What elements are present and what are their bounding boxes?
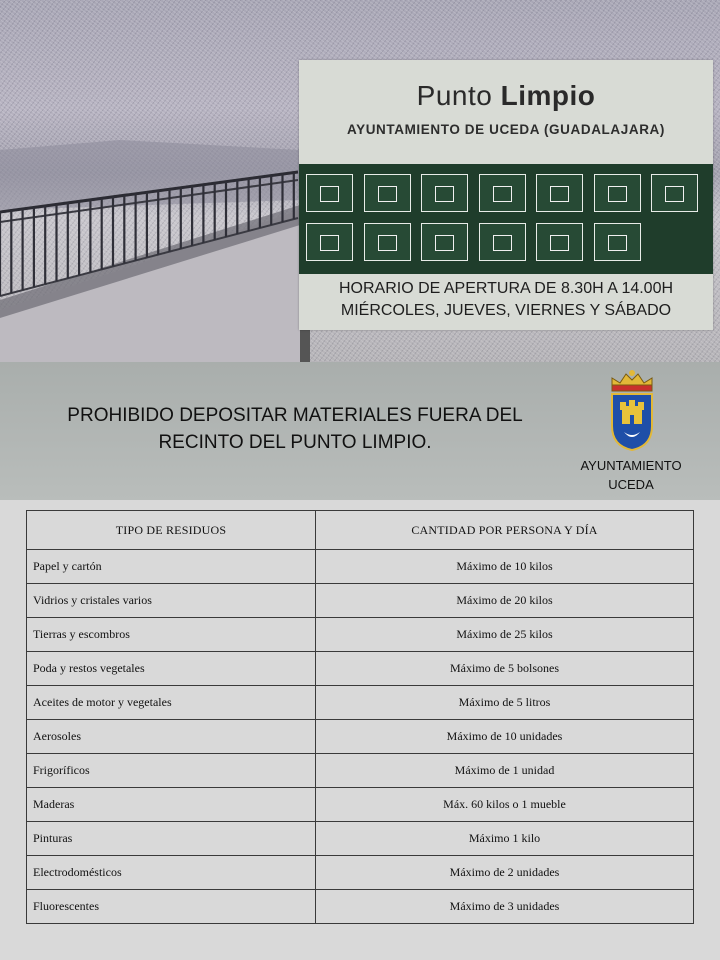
oil-icon <box>536 174 583 212</box>
waste-type-cell: Electrodomésticos <box>27 856 316 890</box>
waste-type-cell: Aerosoles <box>27 720 316 754</box>
waste-type-cell: Pinturas <box>27 822 316 856</box>
prohibition-notice <box>60 402 530 456</box>
photo-banner <box>0 0 720 362</box>
quantity-limit-cell: Máximo de 10 kilos <box>316 550 694 584</box>
other-icon-glyph <box>665 186 684 202</box>
header-quantity: CANTIDAD POR PERSONA Y DÍA <box>316 511 694 550</box>
appliance-icon <box>364 174 411 212</box>
table-row <box>27 686 694 720</box>
prohibition-line1: PROHIBIDO DEPOSITAR MATERIALES FUERA DEL <box>67 405 523 426</box>
quantity-limit-cell: Máximo 1 kilo <box>316 822 694 856</box>
tyres-icon-glyph <box>435 235 454 251</box>
glass-icon <box>364 223 411 261</box>
opening-hours <box>299 278 713 322</box>
waste-type-cell: Fluorescentes <box>27 890 316 924</box>
waste-type-cell: Poda y restos vegetales <box>27 652 316 686</box>
quantity-limit-cell: Máximo de 2 unidades <box>316 856 694 890</box>
waste-type-cell: Tierras y escombros <box>27 618 316 652</box>
table-row <box>27 856 694 890</box>
waste-limits-table <box>26 510 694 924</box>
table-row <box>27 754 694 788</box>
quantity-limit-cell: Máx. 60 kilos o 1 mueble <box>316 788 694 822</box>
uceda-coat-of-arms-icon <box>606 368 658 454</box>
electrical-devices-icon <box>594 223 641 261</box>
other-icon <box>651 174 698 212</box>
appliance-icon-glyph <box>378 186 397 202</box>
opening-hours-line1: HORARIO DE APERTURA DE 8.30H A 14.00H <box>338 280 674 297</box>
garden-waste-icon-glyph <box>435 186 454 202</box>
quantity-limit-cell: Máximo de 5 litros <box>316 686 694 720</box>
sign-title-regular: Punto <box>416 80 493 111</box>
table-row <box>27 550 694 584</box>
electronics-icon <box>479 174 526 212</box>
glass-icon-glyph <box>378 235 397 251</box>
table-row <box>27 618 694 652</box>
garden-waste-icon <box>421 174 468 212</box>
furniture-icon <box>306 174 353 212</box>
table-row <box>27 788 694 822</box>
film-icon-glyph <box>608 186 627 202</box>
waste-icon-panel <box>299 164 713 274</box>
crest-caption-line1: AYUNTAMIENTO <box>580 458 682 473</box>
table-row <box>27 890 694 924</box>
quantity-limit-cell: Máximo de 25 kilos <box>316 618 694 652</box>
quantity-limit-cell: Máximo de 3 unidades <box>316 890 694 924</box>
paper-icon-glyph <box>320 235 339 251</box>
opening-hours-line2: MIÉRCOLES, JUEVES, VIERNES Y SÁBADO <box>340 302 672 319</box>
paint-icon-glyph <box>493 235 512 251</box>
debris-icon <box>536 223 583 261</box>
quantity-limit-cell: Máximo de 10 unidades <box>316 720 694 754</box>
paper-icon <box>306 223 353 261</box>
quantity-limit-cell: Máximo de 5 bolsones <box>316 652 694 686</box>
header-waste-type: TIPO DE RESIDUOS <box>27 511 316 550</box>
table-row <box>27 720 694 754</box>
sign-title-bold: Limpio <box>500 80 596 111</box>
waste-type-cell: Vidrios y cristales varios <box>27 584 316 618</box>
film-icon <box>594 174 641 212</box>
punto-limpio-sign <box>299 60 713 330</box>
sign-title <box>299 80 713 112</box>
crest-caption <box>566 456 696 494</box>
table-row <box>27 822 694 856</box>
table-header-row <box>27 511 694 550</box>
quantity-limit-cell: Máximo de 1 unidad <box>316 754 694 788</box>
waste-type-cell: Frigoríficos <box>27 754 316 788</box>
prohibition-line2: RECINTO DEL PUNTO LIMPIO. <box>158 432 432 453</box>
paint-icon <box>479 223 526 261</box>
table-row <box>27 652 694 686</box>
tyres-icon <box>421 223 468 261</box>
quantity-limit-cell: Máximo de 20 kilos <box>316 584 694 618</box>
waste-type-cell: Aceites de motor y vegetales <box>27 686 316 720</box>
crest-caption-line2: UCEDA <box>608 477 654 492</box>
debris-icon-glyph <box>550 235 569 251</box>
waste-type-cell: Papel y cartón <box>27 550 316 584</box>
electronics-icon-glyph <box>493 186 512 202</box>
furniture-icon-glyph <box>320 186 339 202</box>
table-row <box>27 584 694 618</box>
oil-icon-glyph <box>550 186 569 202</box>
sign-subtitle: AYUNTAMIENTO DE UCEDA (GUADALAJARA) <box>346 122 665 137</box>
waste-type-cell: Maderas <box>27 788 316 822</box>
electrical-devices-icon-glyph <box>608 235 627 251</box>
